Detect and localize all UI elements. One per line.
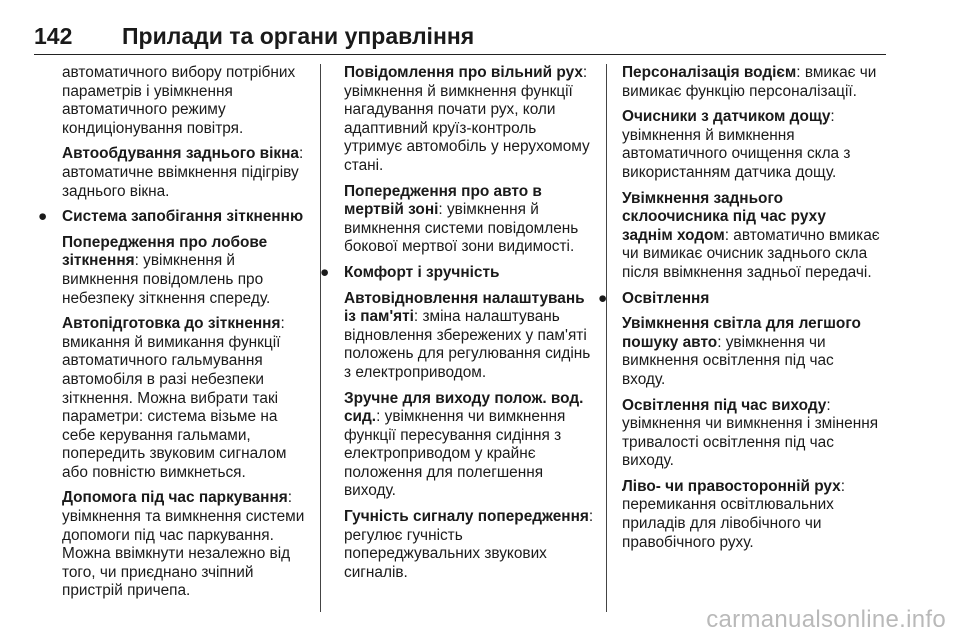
paragraph: Повідомлення про вільний рух: увімкнення й вимкнення функції нагадування почати рух, коли адаптивний круїз-контроль утримує автомобіль у нерухомому стані. xyxy=(344,64,590,174)
page-header xyxy=(34,20,886,55)
paragraph: Допомога під час паркування: увімкнення та вимкнення системи допомоги під час паркування. Можна ввімкнути незалежно від того, чи приєднано зчіпний пристрій причепа. xyxy=(62,489,305,600)
paragraph: Попередження про авто в мертвій зоні: увімкнення й вимкнення системи повідомлень бокової мертвої зони видимості. xyxy=(344,182,579,256)
paragraph: Увімкнення світла для легшого пошуку авто: увімкнення чи вимкнення освітлення під час входу. xyxy=(622,315,861,388)
column-divider xyxy=(606,64,607,612)
paragraph: Автовідновлення налаштувань із пам'яті: зміна налаштувань відновлення збережених у пам'яті положень для регулювання сидінь з електроприводом. xyxy=(344,289,591,381)
page-title: Прилади та органи управління xyxy=(122,23,475,49)
paragraph: автоматичного вибору потрібних параметрів і увімкнення автоматичного режиму кондиціонування повітря. xyxy=(62,64,296,137)
column-1 xyxy=(38,64,312,608)
paragraph: Очисники з датчиком дощу: увімкнення й вимкнення автоматичного очищення скла з використанням датчика дощу. xyxy=(622,108,851,181)
page-number: 142 xyxy=(34,23,73,49)
bullet-icon: ● xyxy=(38,208,48,226)
paragraph: Увімкнення заднього склоочисника під час руху заднім ходом: автоматично вмикає чи вимикає очисник заднього скла після ввімкнення задньої передачі. xyxy=(622,189,880,281)
column-3 xyxy=(598,64,880,559)
column-divider xyxy=(320,64,321,612)
bullet-icon: ● xyxy=(320,263,330,281)
section-heading: ● Комфорт і зручність xyxy=(320,263,500,281)
section-heading: ● Освітлення xyxy=(598,289,710,307)
paragraph: Автообдування заднього вікна: автоматичне ввімкнення підігріву заднього вікна. xyxy=(62,145,304,200)
section-heading: ● Система запобігання зіткненню xyxy=(38,208,304,226)
column-2 xyxy=(320,64,596,589)
paragraph: Попередження про лобове зіткнення: увімкнення й вимкнення повідомлень про небезпеку зіткнення спереду. xyxy=(62,233,271,307)
watermark: carmanualsonline.info xyxy=(706,606,946,633)
bullet-icon: ● xyxy=(598,289,608,307)
paragraph: Зручне для виходу полож. вод. сид.: увімкнення чи вимкнення функції пересування сидіння з електроприводом у крайнє положення для полегшення виходу. xyxy=(344,389,584,500)
paragraph: Ліво- чи правосторонній рух: перемикання освітлювальних приладів для лівобічного чи правобічного руху. xyxy=(622,477,846,551)
paragraph: Автопідготовка до зіткнення: вмикання й вимикання функції автоматичного гальмування автомобіля в разі небезпеки зіткнення. Можна вибрати такі параметри: система візьме на себе керування гальмами, попередить звуковим сигналом або повністю вимкнеться. xyxy=(62,315,287,481)
paragraph: Освітлення під час виходу: увімкнення чи вимкнення і змінення тривалості освітлення під час виходу. xyxy=(622,396,879,470)
paragraph: Гучність сигналу попередження: регулює гучність попереджувальних звукових сигналів. xyxy=(344,508,594,581)
paragraph: Персоналізація водієм: вмикає чи вимикає функцію персоналізації. xyxy=(622,64,877,100)
